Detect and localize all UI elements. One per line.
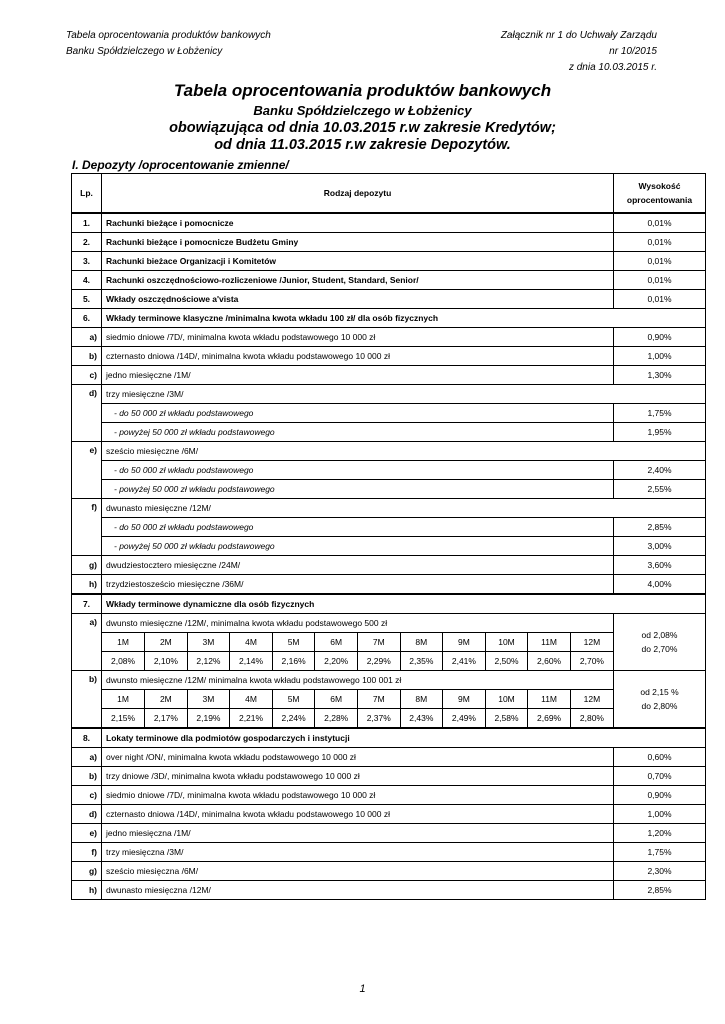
table-row — [72, 499, 706, 518]
header-right-line2: nr 10/2015 — [609, 46, 657, 57]
month-label: 8M — [400, 633, 443, 652]
row-lp: c) — [72, 366, 102, 385]
row-name: czternasto dniowa /14D/, minimalna kwota wkładu podstawowego 10 000 zł — [102, 347, 614, 366]
col-header-rate-line1: Wysokość — [638, 181, 681, 191]
row-name: Wkłady terminowe klasyczne /minimalna kwota wkładu 100 zł/ dla osób fizycznych — [102, 309, 706, 328]
month-label: 11M — [528, 690, 571, 709]
row-lp: e) — [72, 824, 102, 843]
row-rate: 3,00% — [614, 537, 706, 556]
dynamic-deposit-cell — [102, 671, 614, 729]
month-rate: 2,17% — [145, 709, 188, 728]
table-row — [72, 786, 706, 805]
header-left-line1: Tabela oprocentowania produktów bankowych — [66, 30, 271, 41]
table-row — [72, 728, 706, 748]
month-label: 2M — [145, 633, 188, 652]
table-row — [72, 233, 706, 252]
row-rate: 1,20% — [614, 824, 706, 843]
row-rate: 1,00% — [614, 347, 706, 366]
row-rate: 1,00% — [614, 805, 706, 824]
running-header-right — [501, 28, 657, 76]
table-row — [72, 843, 706, 862]
row-name: dwunsto miesięczne /12M/ minimalna kwota wkładu podstawowego 100 001 zł — [102, 671, 613, 690]
title-line2: Banku Spółdzielczego w Łobżenicy — [253, 103, 472, 118]
month-label: 5M — [272, 690, 315, 709]
table-row — [72, 252, 706, 271]
month-rate: 2,70% — [570, 652, 613, 671]
row-lp: g) — [72, 556, 102, 575]
table-row — [72, 881, 706, 900]
month-rate: 2,41% — [443, 652, 486, 671]
row-lp: d) — [72, 805, 102, 824]
month-rate: 2,28% — [315, 709, 358, 728]
row-lp: f) — [72, 843, 102, 862]
table-row — [72, 805, 706, 824]
row-rate: 4,00% — [614, 575, 706, 595]
month-rate: 2,20% — [315, 652, 358, 671]
table-row — [72, 671, 706, 729]
row-name: Wkłady oszczędnościowe a'vista — [102, 290, 614, 309]
row-name: dwunasto miesięczne /12M/ — [102, 499, 706, 518]
row-rate: 0,01% — [614, 290, 706, 309]
month-label: 4M — [230, 690, 273, 709]
month-label: 10M — [485, 633, 528, 652]
row-name: siedmio dniowe /7D/, minimalna kwota wkładu podstawowego 10 000 zł — [102, 786, 614, 805]
month-label: 12M — [570, 633, 613, 652]
row-rate: 0,01% — [614, 233, 706, 252]
row-lp: g) — [72, 862, 102, 881]
row-lp: 3. — [72, 252, 102, 271]
row-name: - do 50 000 zł wkładu podstawowego — [102, 404, 614, 423]
row-rate: 0,01% — [614, 271, 706, 290]
row-lp: b) — [72, 347, 102, 366]
month-label: 9M — [443, 690, 486, 709]
month-rate: 2,15% — [102, 709, 145, 728]
row-lp: 8. — [72, 728, 102, 748]
table-row — [72, 748, 706, 767]
row-rate-range — [614, 614, 706, 671]
row-rate: 0,01% — [614, 252, 706, 271]
table-row — [72, 575, 706, 595]
month-rate: 2,50% — [485, 652, 528, 671]
month-label: 3M — [187, 633, 230, 652]
row-lp: a) — [72, 614, 102, 671]
rate-range-to: do 2,70% — [641, 644, 678, 654]
row-lp: a) — [72, 328, 102, 347]
row-name: czternasto dniowa /14D/, minimalna kwota wkładu podstawowego 10 000 zł — [102, 805, 614, 824]
month-label: 3M — [187, 690, 230, 709]
table-row — [72, 442, 706, 461]
month-rate: 2,49% — [443, 709, 486, 728]
month-rate: 2,16% — [272, 652, 315, 671]
row-lp: b) — [72, 671, 102, 729]
table-row — [72, 862, 706, 881]
dynamic-rates-grid — [102, 633, 613, 670]
row-name: over night /ON/, minimalna kwota wkładu podstawowego 10 000 zł — [102, 748, 614, 767]
row-name: jedno miesięczna /1M/ — [102, 824, 614, 843]
row-name: jedno miesięczne /1M/ — [102, 366, 614, 385]
row-name: dwunasto miesięczna /12M/ — [102, 881, 614, 900]
table-row — [72, 767, 706, 786]
table-row — [72, 824, 706, 843]
row-lp: b) — [72, 767, 102, 786]
document-title — [70, 80, 655, 154]
title-line4: od dnia 11.03.2015 r.w zakresie Depozytów. — [214, 137, 511, 153]
title-line3: obowiązująca od dnia 10.03.2015 r.w zakresie Kredytów; — [169, 120, 556, 136]
row-lp: 2. — [72, 233, 102, 252]
row-name: trzy miesięczne /3M/ — [102, 385, 706, 404]
row-rate: 2,55% — [614, 480, 706, 499]
row-lp: 1. — [72, 213, 102, 233]
row-name: - do 50 000 zł wkładu podstawowego — [102, 461, 614, 480]
page-number: 1 — [359, 983, 366, 995]
row-rate: 2,85% — [614, 881, 706, 900]
row-lp: e) — [72, 442, 102, 499]
month-label: 4M — [230, 633, 273, 652]
month-rate: 2,60% — [528, 652, 571, 671]
table-row — [72, 480, 706, 499]
row-rate: 1,75% — [614, 404, 706, 423]
header-right-line1: Załącznik nr 1 do Uchwały Zarządu — [500, 30, 657, 41]
month-rate: 2,58% — [485, 709, 528, 728]
month-label: 9M — [443, 633, 486, 652]
month-label: 5M — [272, 633, 315, 652]
month-rate: 2,43% — [400, 709, 443, 728]
table-row — [72, 290, 706, 309]
table-row — [72, 614, 706, 671]
row-name: Rachunki bieżące i pomocnicze — [102, 213, 614, 233]
month-rate: 2,08% — [102, 652, 145, 671]
row-name: Wkłady terminowe dynamiczne dla osób fizycznych — [102, 594, 706, 614]
table-row — [72, 347, 706, 366]
col-header-name: Rodzaj depozytu — [102, 174, 614, 214]
row-name: Rachunki oszczędnościowo-rozliczeniowe /Junior, Student, Standard, Senior/ — [102, 271, 614, 290]
row-name: - powyżej 50 000 zł wkładu podstawowego — [102, 537, 614, 556]
rate-range-from: od 2,08% — [641, 630, 678, 640]
table-row — [72, 271, 706, 290]
month-rate: 2,37% — [357, 709, 400, 728]
month-rate: 2,12% — [187, 652, 230, 671]
col-header-rate — [614, 174, 706, 214]
table-row — [72, 309, 706, 328]
rate-range-to: do 2,80% — [641, 701, 678, 711]
row-name: Rachunki bieżace Organizacji i Komitetów — [102, 252, 614, 271]
row-name: siedmio dniowe /7D/, minimalna kwota wkładu podstawowego 10 000 zł — [102, 328, 614, 347]
row-lp: h) — [72, 575, 102, 595]
title-line1: Tabela oprocentowania produktów bankowych — [173, 81, 552, 100]
row-name: dwunsto miesięczne /12M/, minimalna kwota wkładu podstawowego 500 zł — [102, 614, 613, 633]
row-lp: 5. — [72, 290, 102, 309]
month-rate: 2,19% — [187, 709, 230, 728]
col-header-lp: Lp. — [72, 174, 102, 214]
row-name: - powyżej 50 000 zł wkładu podstawowego — [102, 423, 614, 442]
month-label: 1M — [102, 690, 145, 709]
row-name: - do 50 000 zł wkładu podstawowego — [102, 518, 614, 537]
row-rate-range — [614, 671, 706, 729]
row-rate: 2,85% — [614, 518, 706, 537]
dynamic-rates-grid — [102, 690, 613, 727]
row-lp: c) — [72, 786, 102, 805]
section-title: I. Depozyty /oprocentowanie zmienne/ — [72, 158, 289, 172]
row-name: - powyżej 50 000 zł wkładu podstawowego — [102, 480, 614, 499]
month-rate: 2,14% — [230, 652, 273, 671]
row-lp: f) — [72, 499, 102, 556]
table-row — [72, 385, 706, 404]
row-rate: 1,75% — [614, 843, 706, 862]
table-row — [72, 404, 706, 423]
table-row — [72, 518, 706, 537]
row-rate: 0,90% — [614, 786, 706, 805]
month-label: 12M — [570, 690, 613, 709]
month-rate: 2,69% — [528, 709, 571, 728]
table-row — [72, 213, 706, 233]
month-rate: 2,24% — [272, 709, 315, 728]
month-label: 6M — [315, 690, 358, 709]
dynamic-deposit-cell — [102, 614, 614, 671]
month-label: 11M — [528, 633, 571, 652]
row-name: dwudziestocztero miesięczne /24M/ — [102, 556, 614, 575]
row-name: Rachunki bieżące i pomocnicze Budżetu Gminy — [102, 233, 614, 252]
row-lp: a) — [72, 748, 102, 767]
row-name: sześcio miesięczna /6M/ — [102, 862, 614, 881]
month-rate: 2,29% — [357, 652, 400, 671]
table-row — [72, 366, 706, 385]
row-name: trzy miesięczna /3M/ — [102, 843, 614, 862]
month-label: 7M — [357, 633, 400, 652]
month-rate: 2,21% — [230, 709, 273, 728]
table-header-row — [72, 174, 706, 214]
month-label: 7M — [357, 690, 400, 709]
table-row — [72, 328, 706, 347]
rate-range-from: od 2,15 % — [640, 687, 679, 697]
header-right-line3: z dnia 10.03.2015 r. — [568, 62, 657, 73]
running-header-left — [66, 28, 271, 60]
col-header-rate-line2: oprocentowania — [626, 195, 693, 205]
row-rate: 2,40% — [614, 461, 706, 480]
month-label: 10M — [485, 690, 528, 709]
table-row — [72, 556, 706, 575]
row-rate: 1,30% — [614, 366, 706, 385]
month-label: 1M — [102, 633, 145, 652]
row-lp: 7. — [72, 594, 102, 614]
table-row — [72, 594, 706, 614]
table-row — [72, 461, 706, 480]
header-left-line2: Banku Spółdzielczego w Łobżenicy — [66, 46, 223, 57]
month-rate: 2,80% — [570, 709, 613, 728]
table-row — [72, 537, 706, 556]
row-name: Lokaty terminowe dla podmiotów gospodarczych i instytucji — [102, 728, 706, 748]
row-name: trzydziestosześcio miesięczne /36M/ — [102, 575, 614, 595]
row-name: trzy dniowe /3D/, minimalna kwota wkładu podstawowego 10 000 zł — [102, 767, 614, 786]
month-label: 6M — [315, 633, 358, 652]
row-rate: 0,90% — [614, 328, 706, 347]
row-rate: 0,60% — [614, 748, 706, 767]
row-lp: d) — [72, 385, 102, 442]
month-rate: 2,10% — [145, 652, 188, 671]
row-lp: 4. — [72, 271, 102, 290]
table-row — [72, 423, 706, 442]
row-rate: 1,95% — [614, 423, 706, 442]
month-label: 8M — [400, 690, 443, 709]
month-rate: 2,35% — [400, 652, 443, 671]
row-rate: 3,60% — [614, 556, 706, 575]
row-rate: 0,01% — [614, 213, 706, 233]
row-name: sześcio miesięczne /6M/ — [102, 442, 706, 461]
deposit-rates-table — [71, 173, 706, 900]
row-rate: 2,30% — [614, 862, 706, 881]
month-label: 2M — [145, 690, 188, 709]
row-rate: 0,70% — [614, 767, 706, 786]
row-lp: h) — [72, 881, 102, 900]
row-lp: 6. — [72, 309, 102, 328]
